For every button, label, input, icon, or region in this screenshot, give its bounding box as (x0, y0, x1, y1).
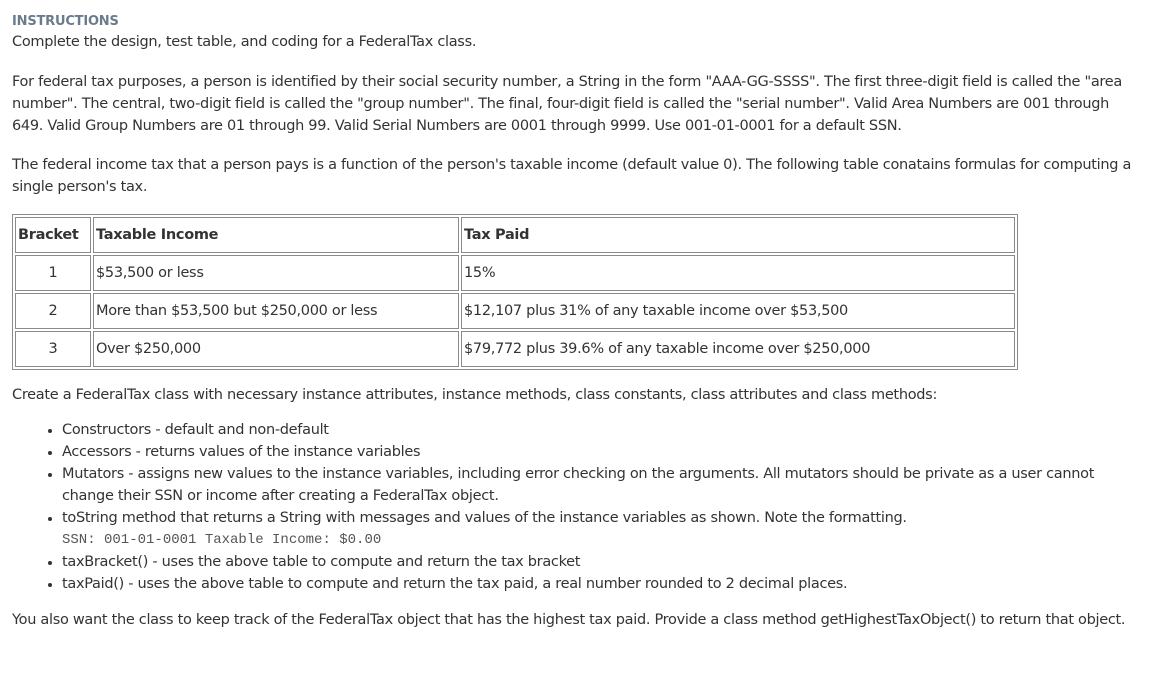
income-paragraph: The federal income tax that a person pays is a function of the person's taxable income (default value 0). The following table conatains formulas for computing a single person's tax. (12, 157, 1132, 195)
highest-tax-paragraph: You also want the class to keep track of the FederalTax object that has the highest tax paid. Provide a class method getHighestTaxObject() to return that object. (12, 612, 1126, 628)
create-paragraph: Create a FederalTax class with necessary instance attributes, instance methods, class constants, class attributes and class methods: (12, 387, 938, 403)
list-item (62, 463, 1142, 507)
table-header-row (15, 217, 1015, 253)
requirements-list (12, 419, 1142, 595)
list-item (62, 507, 1142, 551)
list-item-text: Accessors - returns values of the instance variables (62, 444, 421, 460)
table-row (15, 331, 1015, 367)
table-row (15, 255, 1015, 291)
bracket-cell: 3 (15, 331, 91, 367)
intro-text: Complete the design, test table, and coding for a FederalTax class. (12, 34, 477, 50)
taxable-income-cell: More than $53,500 but $250,000 or less (93, 293, 459, 329)
bracket-cell: 1 (15, 255, 91, 291)
code-example: SSN: 001-01-0001 Taxable Income: $0.00 (62, 532, 382, 548)
table-row (15, 293, 1015, 329)
header-tax-paid: Tax Paid (461, 217, 1015, 253)
instructions-heading: INSTRUCTIONS (12, 14, 119, 29)
tax-paid-cell: 15% (461, 255, 1015, 291)
instructions-content (12, 13, 1142, 631)
list-item (62, 441, 1142, 463)
list-item-text: toString method that returns a String with messages and values of the instance variables as shown. Note the formatting. (62, 510, 907, 526)
list-item (62, 419, 1142, 441)
header-bracket: Bracket (15, 217, 91, 253)
taxable-income-cell: Over $250,000 (93, 331, 459, 367)
list-item (62, 551, 1142, 573)
list-item-text: Mutators - assigns new values to the instance variables, including error checking on the arguments. All mutators should be private as a user cannot change their SSN or income after creating a FederalTax object. (62, 466, 1095, 504)
list-item-text: taxPaid() - uses the above table to compute and return the tax paid, a real number rounded to 2 decimal places. (62, 576, 848, 592)
list-item (62, 573, 1142, 595)
header-taxable-income: Taxable Income (93, 217, 459, 253)
tax-paid-cell: $79,772 plus 39.6% of any taxable income over $250,000 (461, 331, 1015, 367)
taxable-income-cell: $53,500 or less (93, 255, 459, 291)
list-item-text: Constructors - default and non-default (62, 422, 329, 438)
tax-table (12, 214, 1018, 370)
tax-paid-cell: $12,107 plus 31% of any taxable income over $53,500 (461, 293, 1015, 329)
ssn-paragraph: For federal tax purposes, a person is identified by their social security number, a String in the form "AAA-GG-SSSS". The first three-digit field is called the "area number". The central, two-digit field is called the "group number". The final, four-digit field is called the "serial number". Valid Area Numbers are 001 through 649. Valid Group Numbers are 01 through 99. Valid Serial Numbers are 0001 through 9999. Use 001-01-0001 for a default SSN. (12, 74, 1122, 134)
list-item-text: taxBracket() - uses the above table to compute and return the tax bracket (62, 554, 581, 570)
bracket-cell: 2 (15, 293, 91, 329)
